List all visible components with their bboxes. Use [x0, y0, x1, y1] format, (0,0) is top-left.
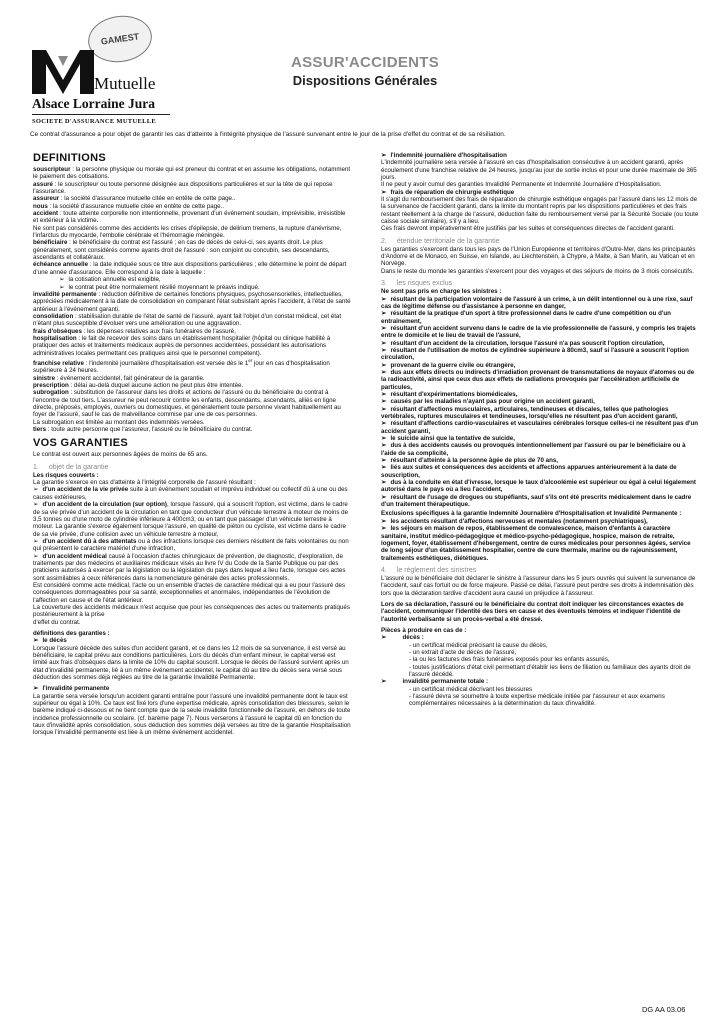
list-item: - un certificat médical décrivant les blessures: [409, 685, 533, 693]
arrow-bullet-icon: ➢: [381, 405, 387, 413]
list-item: ➢ d'un accident médical causé à l'occasion d'actes chirurgicaux de prévention, de diagnostic, d'exploration, de traitements par des médecins et auxiliaires médicaux visés au livre IV du Code de la Santé Publique ou par des praticiens autorisés à exercer par la législation ou la législation du pays dans lequel a lieu l'acte, lorsque ces actes sont assimilables à ceux référencés dans la nomenclature générale des actes professionnels.: [33, 552, 346, 582]
def-subrogation: subrogation : substitution de l'assureur dans les droits et actions de l'assuré ou du bénéficiaire du contrat à l'encontre de tout tiers. L'assureur ne peut recourir contre les enfants, descendants, ascendants, alliés en ligne directe, préposés, employés, ouvriers ou domestiques, et généralement toute personne vivant habituellement au foyer de l'assuré, sauf le cas de malveillance commise par une de ces personnes.: [33, 389, 341, 419]
def-garanties-title: définitions des garanties :: [33, 630, 110, 637]
arrow-bullet-icon: ➢: [381, 479, 387, 487]
pieces-deces: ➢ décès :: [381, 634, 424, 642]
ij-extra: Il ne peut y avoir cumul des garanties Invalidité Permanente et Indemnité Journalière d'Hospitalisation.: [381, 181, 662, 189]
section-heading-1: 1. objet de la garantie: [33, 463, 109, 471]
right-column: [381, 152, 699, 708]
arrow-bullet-icon: ➢: [381, 368, 387, 376]
logo-m-mark-icon: [32, 50, 94, 94]
company-logo: [28, 14, 178, 125]
def-prescription: prescription : délai au-delà duquel aucune action ne peut plus être intentée.: [33, 382, 244, 390]
arrow-bullet-icon: ➢: [381, 361, 387, 369]
deces-title: ➢ le décès: [33, 637, 67, 645]
arrow-bullet-icon: ➢: [381, 420, 387, 428]
arrow-bullet-icon: ➢: [33, 637, 39, 645]
list-item: - un extrait d'acte de décès de l'assuré,: [409, 648, 517, 656]
arrow-bullet-icon: ➢: [381, 493, 387, 501]
list-item: ➢ d'un accident de la circulation (sur option), lorsque l'assuré, qui a souscrit l'option, est victime, dans le cadre de sa vie privée d'un accident de la circulation en tant que conducteur d'un véhicule terrestre à moteur de moins de 3,5 tonnes ou d'une moto de cylindrée inférieure à 400cm3, ou en tant que passager d'un véhicule terrestre à moteur. La garantie s'exerce également lorsque l'assuré, en qualité de piéton ou cycliste, est victime dans le cadre de sa vie privée, d'une collision avec un véhicule terrestre à moteur,: [33, 501, 349, 538]
list-item: ➢ résultant d'un accident survenu dans le cadre de la vie professionnelle de l'assuré, y compris les trajets entre le domicile et le lieu de travail de l'assuré,: [381, 324, 696, 340]
def-souscripteur: souscripteur : la personne physique ou morale qui est preneur du contrat et en assume les obligations, notamment le paiement des cotisations.: [33, 166, 351, 181]
medical-extra-1: Est considéré comme acte médical, l'acte ou un ensemble d'actes de caractère médical qui a eu pour l'assuré des conséquences dommageables pour sa santé, exceptionnelles et anormales, indépendantes de l'évolution de l'affection en cause et de l'état antérieur.: [33, 581, 346, 604]
arrow-bullet-icon: ➢: [381, 310, 387, 318]
list-item: ➢ d'un accident dû à des attentats ou à des infractions lorsque ces derniers résultent de faits volontaires ou non qui présentent le caractère matériel d'une infraction,: [33, 537, 349, 553]
ij-text: L'indemnité journalière sera versée à l'assuré en cas d'hospitalisation consécutive à un accident garanti, après écoulement d'une franchise relative de 24 heures, jusqu'au jour de sortie inclus et pour une durée maximale de 365 jours.: [381, 159, 697, 182]
s2-text-2: Dans le reste du monde les garanties s'exercent pour des voyages et des séjours de moins de 3 mois consécutifs.: [381, 267, 694, 275]
def-invalidite: invalidité permanente : réduction définitive de certaines fonctions physiques, psychosensorielles, intellectuelles, appréciées médicalement à la date de consolidation en comparant l'état subsistant après l'accident, à l'état de santé antérieur à l'événement garanti.: [33, 290, 351, 313]
document-reference: DG AA 03.06: [642, 1005, 686, 1014]
arrow-bullet-icon: ➢: [381, 464, 387, 472]
def-tiers: tiers : toute autre personne que l'assureur, l'assuré ou le bénéficiaire du contrat.: [33, 426, 253, 434]
deces-text: Lorsque l'assuré décède des suites d'un accident garanti, et ce dans les 12 mois de sa survenance, il est versé au bénéficiaire, le capital prévu aux conditions particulières. Lors du décès d'un enfant mineur, le capital versé est limité aux frais d'obsèques dans la limite de 10% du capital souscrit. Lorsque le décès de l'assuré survient après un état d'invalidité permanente, lié à un même événement accidentel, le capital dû au titre du décès sera versé sous déduction des sommes déjà réglées au titre de la garantie Invalidité Permanente.: [33, 644, 349, 682]
document-subtitle: Dispositions Générales: [292, 73, 438, 88]
exclusions-specific: Exclusions spécifiques à la garantie Indemnité Journalière d'Hospitalisation et Invalidité Permanente :: [381, 510, 682, 518]
def-assureur: assureur : la société d'assurance mutuelle citée en entête de cette page..: [33, 195, 236, 203]
exclusions-list: [381, 288, 699, 562]
pieces-title: Pièces à produire en cas de :: [381, 626, 467, 634]
document-title: ASSUR'ACCIDENTS: [290, 54, 440, 71]
def-accident-extra: Ne sont pas considérés comme des accidents les crises d'épilepsie, de delirium tremens, la rupture d'anévrisme, l'infarctus du myocarde, l'embolie cérébrale et l'hémorragie méningée.: [33, 224, 342, 240]
section-heading-2: 2. étendue territoriale de la garantie: [381, 237, 500, 245]
arrow-bullet-icon: ➢: [381, 295, 387, 303]
list-item: ➢ le suicide ainsi que la tentative de suicide,: [381, 435, 515, 443]
esth-title: ➢ frais de réparation de chirurgie esthétique: [381, 188, 515, 196]
def-nous: nous : la société d'assurance mutuelle citée en entête de cette page..: [33, 202, 225, 210]
arrow-bullet-icon: ➢: [381, 457, 387, 465]
list-item: ➢ résultant de la pratique d'un sport à titre professionnel dans le cadre d'une compétition ou d'un entraînement,: [381, 310, 671, 325]
list-item: ➢ résultant d'expérimentations biomédicales,: [381, 390, 518, 398]
garanties-intro: Le contrat est ouvert aux personnes âgées de moins de 65 ans.: [33, 451, 208, 459]
logo-brand: Mutuelle: [94, 74, 156, 93]
arrow-bullet-icon: ➢: [33, 537, 39, 545]
exclusions-intro: Ne sont pas pris en charge les sinistres :: [381, 288, 502, 296]
list-item: ➢ dus aux effets directs ou indirects d'irradiation provenant de transmutations de noyaux d'atomes ou de la radioactivité, ainsi que ceux dus aux effets de radiations provoqués par l'accélération artificielle de particules,: [381, 368, 695, 391]
arrow-bullet-icon: ➢: [381, 398, 387, 406]
arrow-bullet-icon: ➢: [33, 685, 39, 693]
list-item: ➢ d'un accident de la vie privée suite à un événement soudain et imprévu individuel ou collectif dû à une ou des causes extérieures,: [33, 486, 348, 501]
logo-tagline: SOCIETE D'ASSURANCE MUTUELLE: [32, 118, 156, 125]
arrow-bullet-icon: ➢: [33, 486, 39, 494]
s2-text-1: Les garanties s'exercent dans tous les pays de l'Union Européenne et territoires d'Outre-Mer, dans les principautés d'Andorre et de Monaco, en Suisse, en Islande, au Liechtenstein, à Chypre, à Malte, à San Marin, au Vatican et en Norvège.: [381, 245, 696, 268]
pieces-invalidite: ➢ invalidité permanente totale :: [381, 678, 489, 686]
list-item: - la ou les factures des frais funéraires exposés pour les enfants assurés,: [409, 656, 610, 664]
logo-region: Alsace Lorraine Jura: [32, 96, 155, 111]
def-sinistre: sinistre : événement accidentel, fait générateur de la garantie.: [33, 374, 205, 382]
arrow-bullet-icon: ➢: [33, 552, 39, 560]
arrow-bullet-icon: ➢: [59, 276, 65, 284]
logo-divider: [32, 114, 170, 115]
def-obseques: frais d'obsèques : les dépenses relatives aux frais funéraires de l'assuré,: [33, 327, 236, 335]
arrow-bullet-icon: ➢: [381, 390, 387, 398]
document-title-block: [240, 54, 490, 88]
arrow-bullet-icon: ➢: [381, 634, 387, 642]
list-item: - toutes justifications d'état civil permettant d'établir les liens de filiation ou familiaux des ayants droit de l'assuré décédé.: [409, 663, 691, 678]
def-hospitalisation: hospitalisation : le fait de recevoir des soins dans un établissement hospitalier (hôpital ou clinique habilité à pratiquer des actes et traitements médicaux auprès de personnes accidentées, possédant les autorisations administratives locales permettant ces pratiques ainsi que le personnel compétent).: [33, 334, 331, 357]
invalidite-text: La garantie sera versée lorsqu'un accident garanti entraîne pour l'assuré une invalidité permanente dont le taux est supérieur ou égal à 10%. Ce taux est fixé lors d'une expertise médicale, après consolidation des blessures, selon le barème indiqué ci-dessous et ne tient compte que de la seule invalidité fonctionnelle de l'assuré, en dehors de toute incidence professionnelle ou scolaire. (cf. barème page 7). Nous verserons à l'assuré le capital dû en fonction du taux d'invalidité après consolidation, sous déduction des sommes déjà versées au titre de la garantie Hospitalisation lorsque l'invalidité permanente est liée à un même événement accidentel.: [33, 692, 351, 737]
list-item: ➢ le contrat peut être normalement résilié moyennant le préavis indiqué.: [59, 283, 260, 291]
def-consolidation: consolidation : stabilisation durable de l'état de santé de l'assuré, ayant fait l'objet d'un constat médical, cet état n'étant plus susceptible d'évoluer vers une amélioration ou une aggravation.: [33, 312, 342, 328]
definitions-heading: DEFINITIONS: [33, 152, 106, 164]
arrow-bullet-icon: ➢: [59, 283, 65, 291]
arrow-bullet-icon: ➢: [381, 339, 387, 347]
list-item: - un certificat médical précisant la cause du décès,: [409, 641, 548, 649]
arrow-bullet-icon: ➢: [33, 501, 39, 509]
arrow-bullet-icon: ➢: [381, 435, 387, 443]
risques-intro: La garantie s'exerce en cas d'atteinte à l'intégrité corporelle de l'assuré résultant :: [33, 479, 256, 487]
arrow-bullet-icon: ➢: [381, 152, 387, 159]
arrow-bullet-icon: ➢: [381, 346, 387, 354]
esth-extra: Ces frais devront impérativement être justifiés par les suites et conséquences directes de l'accident garanti.: [381, 225, 675, 233]
list-item: ➢ résultant de l'usage de drogues ou stupéfiants, sauf s'ils ont été prescrits médicalement dans le cadre d'un traitement thérapeutique.: [381, 493, 692, 509]
arrow-bullet-icon: ➢: [381, 324, 387, 332]
list-item: ➢ provenant de la guerre civile ou étrangère,: [381, 361, 516, 369]
seal-stamp: GAMEST: [85, 12, 155, 66]
invalidite-title: ➢ l'invalidité permanente: [33, 685, 110, 693]
def-franchise: franchise relative : l'indemnité journalière d'hospitalisation est versée dès le 1er jour en cas d'hospitalisation supérieure à 24 heures.: [33, 357, 330, 375]
arrow-bullet-icon: ➢: [381, 188, 387, 196]
list-item: ➢ dus à des accidents causés ou provoqués intentionnellement par l'assuré ou par le bénéficiaire ou à l'aide de sa complicité,: [381, 442, 686, 457]
esth-text: Il s'agit du remboursement des frais de réparation de chirurgie esthétique engagés par l'assuré dans les 12 mois de la survenance de l'accident garanti, dans la limite du montant repris par les dispositions particulières et des frais restant réellement à la charge de l'assuré, déduction faite du remboursement versé par la Sécurité Sociale (ou toute caisse sociale similaire), s'il y a lieu.: [381, 196, 699, 226]
def-subrogation-extra: La subrogation est limitée au montant des indemnités versées.: [33, 418, 205, 426]
s4-text: L'assuré ou le bénéficiaire doit déclarer le sinistre à l'assureur dans les 5 jours ouvrés qui suivent la survenance de l'accident, sauf cas fortuit ou de force majeure. Passé ce délai, l'assuré peut perdre ses droits à indemnisation dès lors que la déclaration tardive d'accident aura causé un préjudice à l'assureur.: [381, 574, 696, 597]
def-accident: accident : toute atteinte corporelle non intentionnelle, provenant d'un événement soudain, imprévisible, irrésistible et extérieur à la victime.: [33, 210, 346, 225]
list-item: ➢ les accidents résultant d'affections nerveuses et mentales (notamment psychiatriques),: [381, 517, 648, 525]
arrow-bullet-icon: ➢: [381, 678, 387, 686]
list-item: - l'assuré devra se soumettre à toute expertise médicale initiée par l'assureur et aux examens complémentaires nécessaires à la détermination du taux d'invalidité.: [409, 693, 665, 708]
arrow-bullet-icon: ➢: [381, 517, 387, 525]
list-item: ➢ dus à la conduite en état d'ivresse, lorsque le taux d'alcoolémie est supérieur ou égal à celui légalement autorisé dans le pays où a lieu l'accident,: [381, 479, 696, 494]
garanties-heading: VOS GARANTIES: [33, 437, 128, 450]
def-assure: assuré : le souscripteur ou toute personne désignée aux dispositions particulières et sur la tête de qui repose l'assurance.: [33, 180, 333, 196]
medical-extra-3: d'effet du contrat.: [33, 618, 81, 626]
ij-title: ➢ l'indemnité journalière d'hospitalisation: [381, 152, 507, 159]
def-beneficiaire: bénéficiaire : le bénéficiaire du contrat est l'assuré ; en cas de décès de celui-ci, ses ayants droit. Le plus généralement, sont considérés comme ayants droit de l'assuré : son conjoint ou concubin, ses descendants, ascendants et collatéraux.: [33, 239, 330, 262]
list-item: ➢ liés aux suites et conséquences des accidents et affections apparues antérieurement à la date de souscription,: [381, 464, 677, 479]
list-item: ➢ causés par les maladies n'ayant pas pour origine un accident garanti,: [381, 398, 595, 406]
list-item: ➢ résultant de l'utilisation de motos de cylindrée supérieure à 80cm3, sauf si l'assuré a souscrit l'option circulation,: [381, 346, 689, 362]
section-heading-4: 4. le règlement des sinistres: [381, 566, 477, 574]
intro-paragraph: Ce contrat d'assurance a pour objet de garantir les cas d'atteinte à l'intégrité physique de l'assuré survenant entre le jour de la prise d'effet du contrat et de sa résiliation.: [30, 131, 506, 138]
arrow-bullet-icon: ➢: [381, 525, 387, 533]
arrow-bullet-icon: ➢: [381, 442, 387, 450]
list-item: ➢ les séjours en maison de repos, établissement de convalescence, maison d'enfants à caractère sanitaire, institut médico-pédagogique et médico-psycho-pédagogique, hospice, maison de retraite, logement, foyer, établissement d'hébergement, centre de cures médicales pour personnes âgées, service de long séjour d'un établissement hospitalier, centre de cure thermale, marine ou de rajeunissement, traitements esthétiques, diététiques.: [381, 525, 691, 562]
s4-bold: Lors de sa déclaration, l'assuré ou le bénéficiaire du contrat doit indiquer les circonstances exactes de l'accident, communiquer l'identité des tiers en cause et des éventuels témoins et indiquer l'identité de l'autorité verbalisante si un procès-verbal a été dressé.: [381, 600, 684, 623]
left-column: [33, 152, 351, 737]
list-item: ➢ résultant d'affections musculaires, articulaires, tendineuses et discales, telles que pathologies vertébrales, ruptures musculaires et tendineuses, lorsqu'elles ne résultent pas d'un accident garanti,: [381, 405, 678, 420]
list-item: ➢ résultant de la participation volontaire de l'assuré à un crime, à un délit intentionnel ou à une rixe, sauf cas de légitime défense ou d'assistance à personne en danger,: [381, 295, 693, 310]
section-heading-3: 3. les risques exclus: [381, 280, 453, 288]
list-item: ➢ résultant d'un accident de la circulation, lorsque l'assuré n'a pas souscrit l'option circulation,: [381, 339, 665, 347]
medical-extra-2: La couverture des accidents médicaux n'est acquise que pour les conséquences des actes ou traitements pratiqués postérieurement à la prise: [33, 603, 350, 619]
list-item: ➢ la cotisation annuelle est exigible,: [59, 276, 161, 284]
list-item: ➢ résultant d'affections cardio-vasculaires et vasculaires cérébrales lorsque celles-ci ne résultent pas d'un accident garanti,: [381, 420, 699, 435]
list-item: ➢ résultant d'atteinte à la personne âgée de plus de 70 ans,: [381, 457, 559, 465]
def-echeance: échéance annuelle : la date indiquée sous ce titre aux dispositions particulières ; elle détermine le point de départ d'une année d'assurance. Elle correspond à la date à laquelle :: [33, 261, 347, 276]
risques-couverts: Les risques couverts :: [33, 471, 99, 479]
